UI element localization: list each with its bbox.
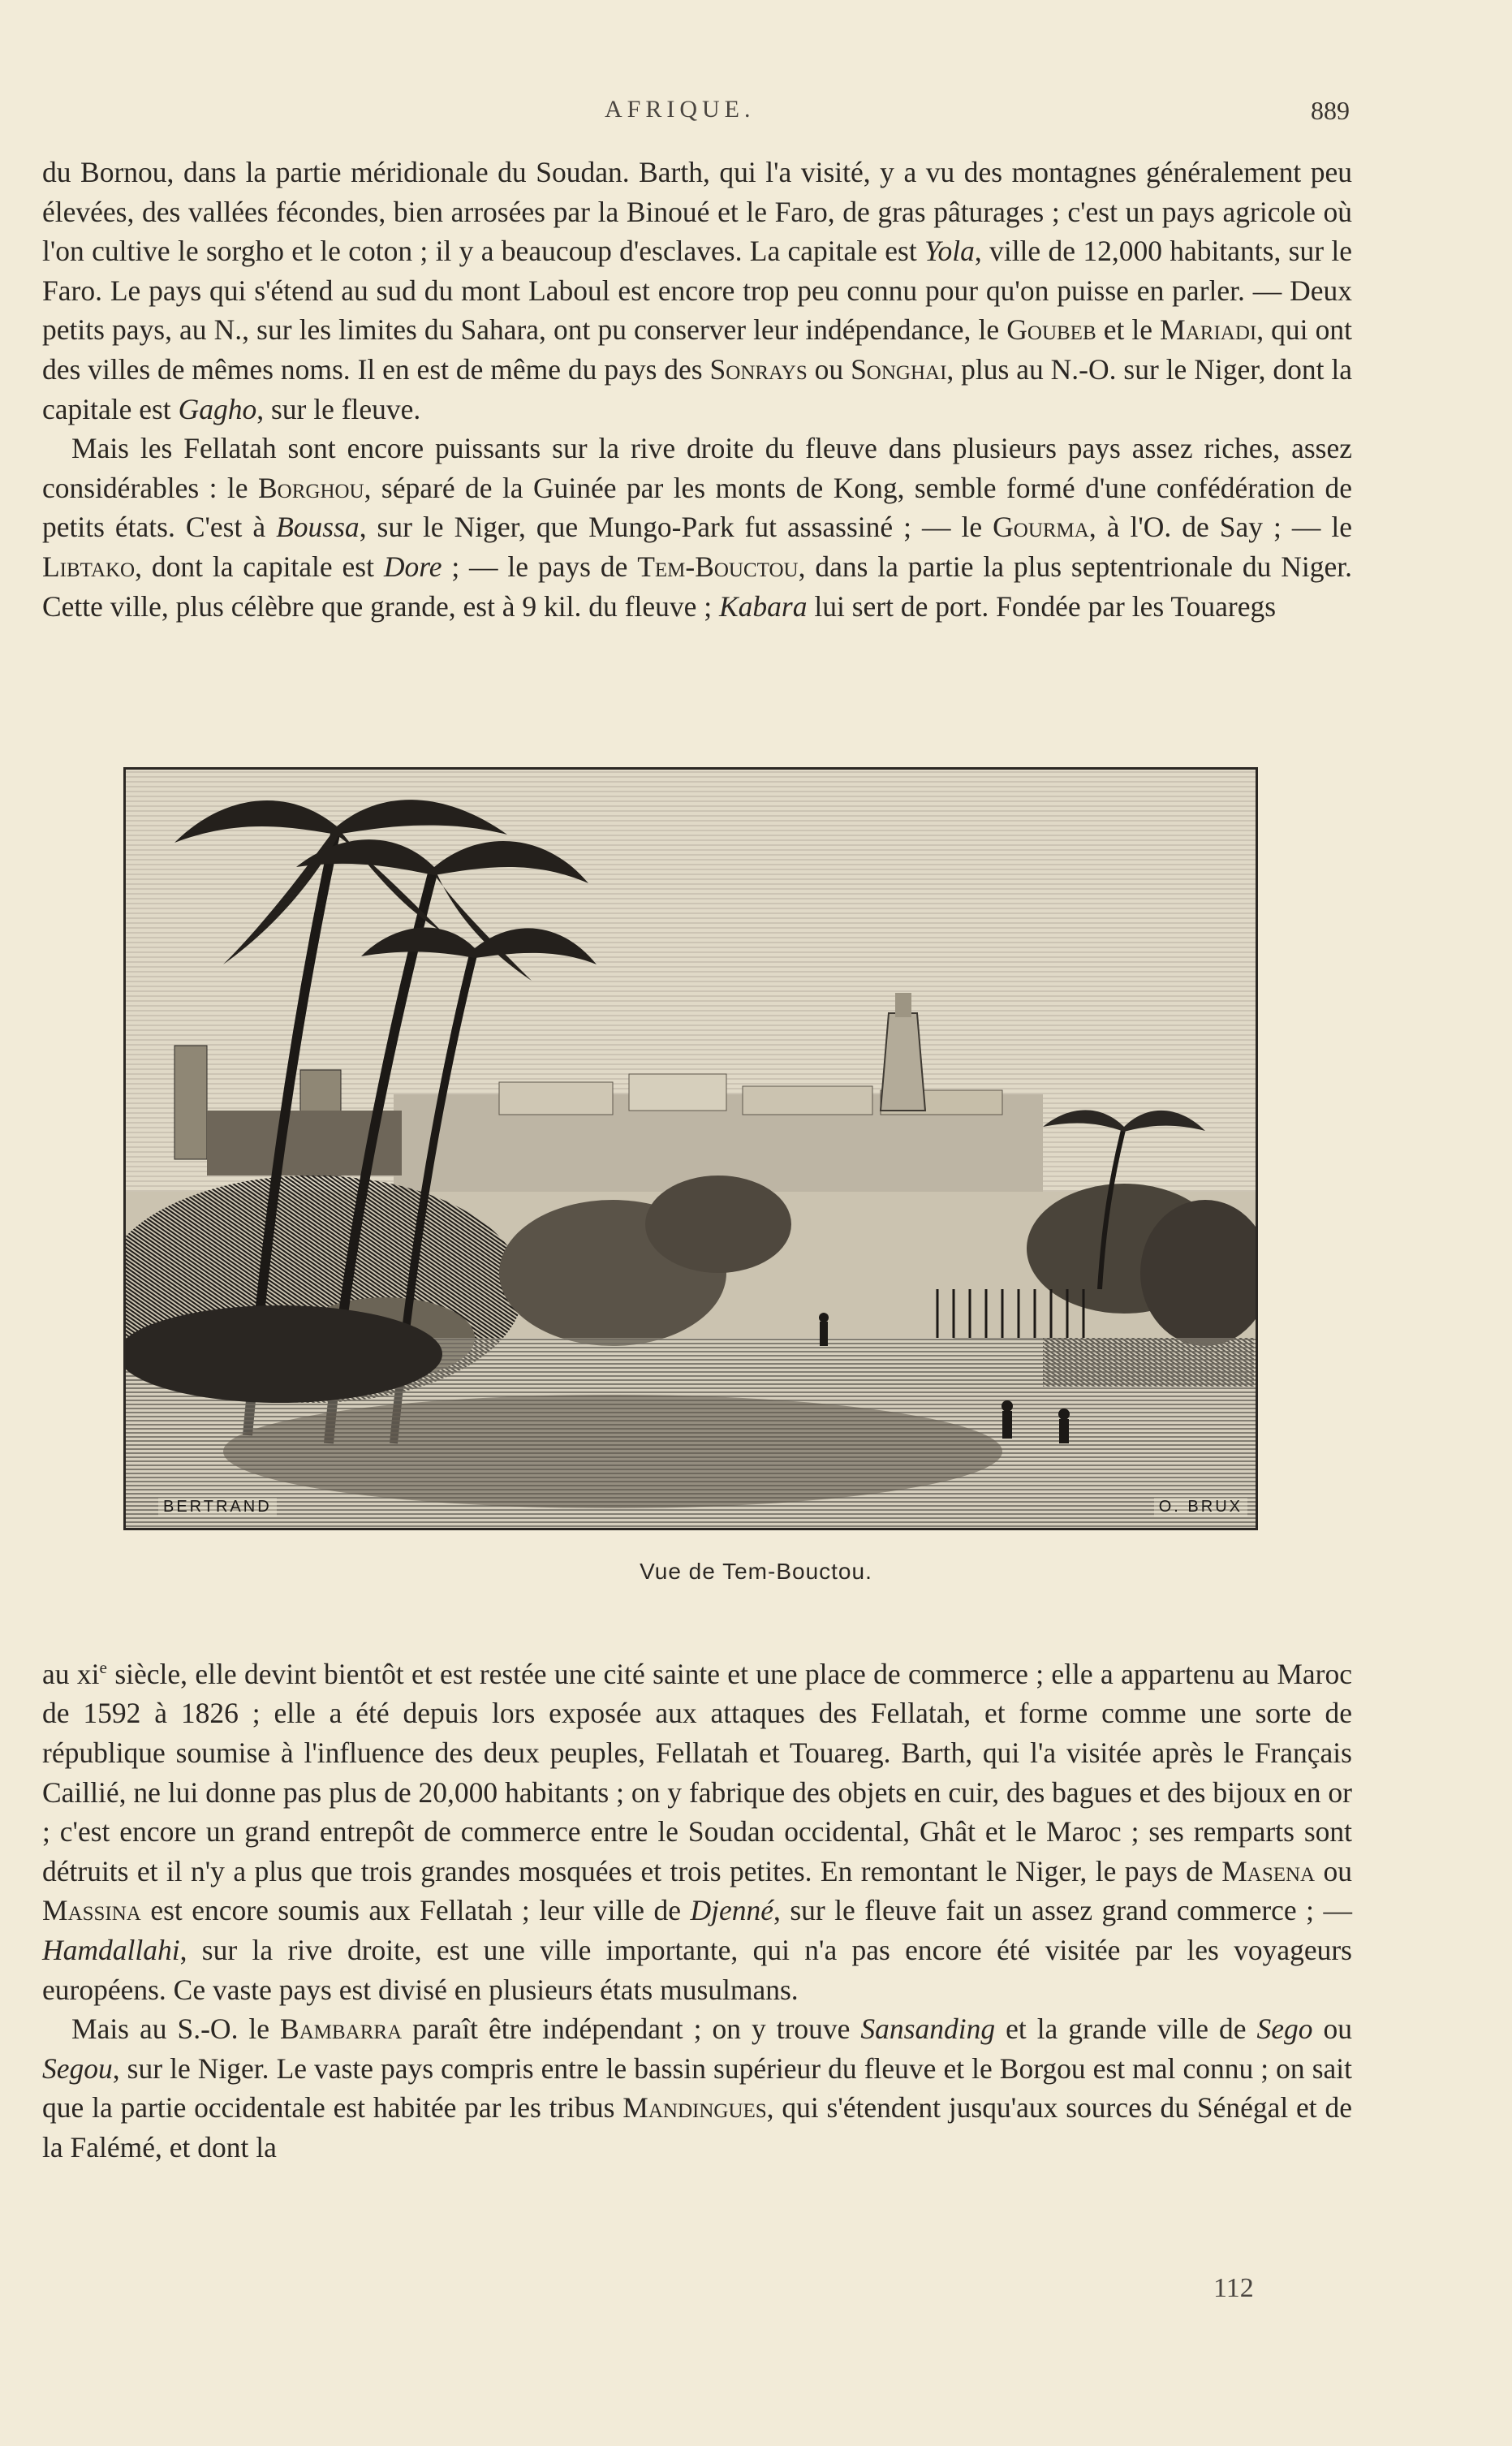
engraver-signature-left: BERTRAND [158,1498,277,1516]
text-run: , sur le Niger, que Mungo-Park fut assassiné ; — le [359,511,993,544]
small-caps-name: Sonrays [709,352,808,386]
text-run: ou [1315,1854,1353,1887]
italic-text: Kabara [718,589,808,623]
text-run: , plus au N.-O. sur le Niger, dont la capitale est [42,352,1352,425]
italic-text: Dore [383,550,442,583]
small-caps-name: Gourma [993,511,1089,544]
text-run: , qui ont des villes de mêmes noms. Il en est de même du pays des [42,313,1353,386]
text-run: et la grande ville de [995,2012,1257,2046]
small-caps-name: Massina [42,1894,141,1927]
text-run: lui sert de port. Fondée par les Touaregs [807,589,1277,623]
small-caps-name: Tem-Bouctou [637,550,799,583]
signature-mark: 112 [1213,2273,1254,2303]
text-run: , dont la capitale est [135,550,384,583]
italic-text: Yola [924,235,975,268]
body-text-bottom [42,1648,1352,2168]
italic-text: Djenné [690,1894,773,1927]
text-run: au [42,1657,77,1690]
small-caps-name: Mariadi [1160,313,1257,347]
small-caps-name: Songhai [851,352,947,386]
superscript: e [99,1658,107,1677]
italic-text: Hamdallahi [42,1933,180,1966]
engraving-illustration [126,770,1256,1528]
small-caps-name: Bambarra [280,2012,403,2046]
text-run: , sur la rive droite, est une ville importante, qui n'a pas encore été visitée par les voyageurs européens. Ce vaste pays est divisé en plusieurs états musulmans. [42,1933,1352,2006]
text-run: est encore soumis aux Fellatah ; leur ville de [140,1894,691,1927]
text-run: , à l'O. de Say ; — le [1088,511,1352,544]
text-run: xi [76,1657,100,1690]
text-run: , qui s'étendent jusqu'aux sources du Sénégal et de la Falémé, et dont la [42,2091,1352,2163]
small-caps-name: Goubeb [1006,313,1096,347]
page-number: 889 [1311,96,1350,125]
figure-caption: Vue de Tem-Bouctou. [640,1559,872,1584]
text-run: Mais au S.-O. le [71,2012,281,2046]
small-caps-name: Mandingues [622,2091,767,2125]
text-run: , sur le fleuve fait un assez grand commerce ; — [773,1894,1352,1927]
italic-text: Boussa [276,511,360,544]
text-run: Mais les Fellatah sont encore puissants sur la rive droite du fleuve dans plusieurs pays assez riches, assez considérables : le [42,432,1352,504]
running-title: AFRIQUE. [605,96,756,123]
italic-text: Segou [42,2051,113,2085]
text-run: , sur le fleuve. [256,392,421,425]
text-run: , sur le Niger. Le vaste pays compris entre le bassin supérieur du fleuve et le Borgou est mal connu ; on sait que la partie occidentale est habitée par les tribus [42,2051,1352,2125]
paragraph [42,2009,1352,2167]
small-caps-name: Libtako [42,550,136,583]
text-run: siècle, elle devint bientôt et est restée une cité sainte et une place de commerce ; elle a appartenu au Maroc de 1592 à 1826 ; elle a été depuis lors exposée aux attaques des Fellatah, et forme comme une sorte de république soumise à l'influence des deux peuples, Fellatah et Touareg. Barth, qui l'a visitée après le Français Caillié, ne lui donne pas plus de 20,000 habitants ; on y fabrique des objets en cuir, des bagues et des bijoux en or ; c'est encore un grand entrepôt de commerce entre le Soudan occidental, Ghât et le Maroc ; ses remparts sont détruits et il n'y a plus que trois grandes mosquées et trois petites. En remontant le Niger, le pays de [42,1657,1352,1887]
text-run: du Bornou, dans la partie méridionale du Soudan. Barth, qui l'a visité, y a vu des montagnes généralement peu élevées, des vallées fécondes, bien arrosées par la Binoué et le Faro, de gras pâturages ; c'est un pays agricole où l'on cultive le sorgho et le coton ; il y a beaucoup d'esclaves. La capitale est [42,156,1352,268]
italic-text: Sansanding [860,2012,996,2046]
small-caps-name: Masena [1221,1854,1316,1887]
text-run: paraît être indépendant ; on y trouve [402,2012,861,2046]
text-run: ; — le pays de [442,550,638,583]
text-run: ou [807,352,851,386]
engraver-signature-right: O. BRUX [1154,1498,1247,1516]
text-run: ou [1312,2012,1352,2046]
paragraph [42,1648,1352,2009]
running-head [0,96,1512,136]
paragraph [42,429,1352,626]
small-caps-name: Borghou [257,471,364,504]
italic-text: Gagho [178,392,257,425]
text-run: , séparé de la Guinée par les monts de Kong, semble formé d'une confédération de petits états. C'est à [42,471,1352,544]
body-text-top [42,153,1352,626]
paragraph [42,153,1352,429]
text-run: , ville de 12,000 habitants, sur le Faro. Le pays qui s'étend au sud du mont Laboul est encore trop peu connu pour qu'on puisse en parler. — Deux petits pays, au N., sur les limites du Sahara, ont pu conserver leur indépendance, le [42,235,1353,347]
text-run: , dans la partie la plus septentrionale du Niger. Cette ville, plus célèbre que grande, est à 9 kil. du fleuve ; [42,550,1352,623]
italic-text: Sego [1256,2012,1313,2046]
engraving-figure [123,767,1258,1530]
text-run: et le [1096,313,1161,347]
